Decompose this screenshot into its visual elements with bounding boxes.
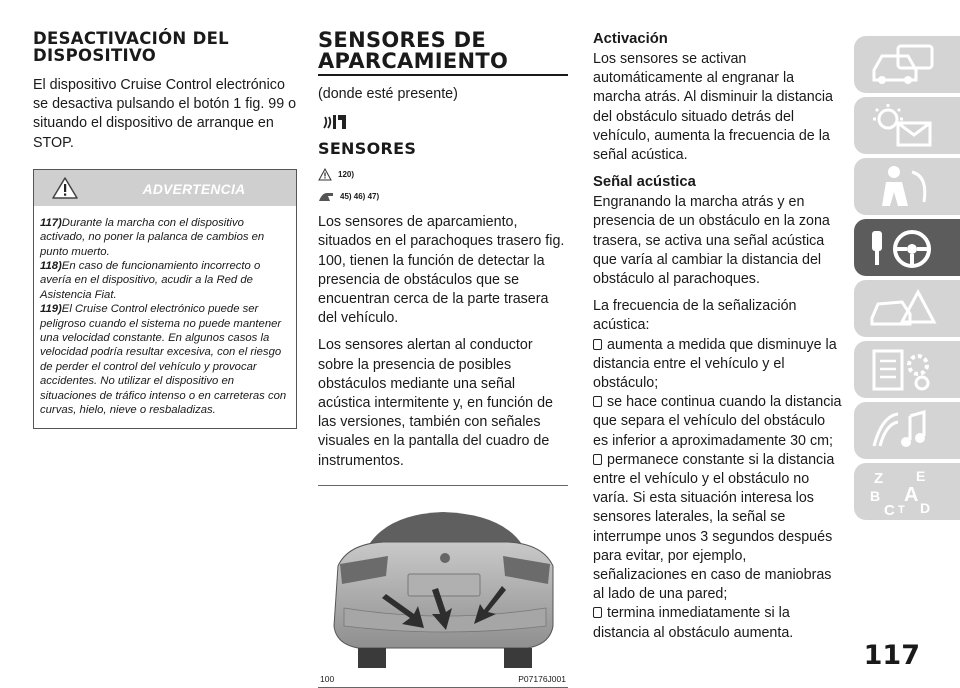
warning-item-number: 117) xyxy=(40,216,62,229)
figure-code: P07176J001 xyxy=(518,673,566,684)
sensors-paragraph-1: Los sensores de aparcamiento, situados en el parachoques trasero fig. 100, tienen la función de detectar la presencia de obstáculos que se encuentran cerca de la parte trasera del vehículo. xyxy=(318,214,565,327)
tab-maintenance[interactable] xyxy=(854,341,960,398)
warning-box xyxy=(33,169,297,429)
checkbox-bullet-icon xyxy=(593,339,602,350)
column-3 xyxy=(593,30,843,643)
caution-hand-icon xyxy=(318,190,334,202)
index-letter: D xyxy=(920,500,931,516)
section-heading-parking-sensors: SENSORES DE APARCAMIENTO xyxy=(318,30,568,76)
figure-caption xyxy=(318,671,568,687)
index-letter: A xyxy=(904,484,919,506)
tab-index[interactable] xyxy=(854,463,960,520)
caution-reference xyxy=(318,185,568,207)
list-item-text: permanece constante si la distancia entre el vehículo y el obstáculo no varía. Si esta situación interesa los sensores laterales, la señal se interrumpe unos 3 segundos después para evitar, por ejemplo, señalizaciones en caso de maniobras al lado de una pared; xyxy=(593,451,835,603)
list-item xyxy=(593,393,843,451)
warning-item xyxy=(40,216,291,259)
column-2 xyxy=(318,30,568,688)
parking-sensor-icon xyxy=(322,112,348,132)
subsection-heading-sensors: SENSORES xyxy=(318,139,417,159)
warning-body xyxy=(34,206,296,428)
list-item-text: aumenta a medida que disminuye la distancia entre el vehículo y el obstáculo; xyxy=(593,336,837,392)
tab-knowing-the-car[interactable] xyxy=(854,36,960,93)
checkbox-bullet-icon xyxy=(593,607,602,618)
list-item xyxy=(593,336,843,394)
frequency-intro: La frecuencia de la señalización acústica: xyxy=(593,298,797,334)
index-letter: B xyxy=(870,488,881,504)
section-heading-deactivation: DESACTIVACIÓN DEL DISPOSITIVO xyxy=(33,29,229,65)
tab-safety[interactable] xyxy=(854,158,960,215)
index-letter: E xyxy=(916,468,926,484)
subheading-acoustic-signal: Señal acústica xyxy=(593,174,696,191)
warning-item-text: El Cruise Control electrónico puede ser peligroso cuando el sistema no puede mantener una velocidad constante. En algunos casos la velocidad podría resultar excesiva, con el riesgo de perder el control del vehículo y provocar accidentes. No utilizar el dispositivo en situaciones de tráfico intenso o en carreteras con curvas, hielo, nieve o resbaladizas. xyxy=(40,303,287,417)
deactivation-paragraph: El dispositivo Cruise Control electrónico se desactiva pulsando el botón 1 fig. 99 o situando el dispositivo de arranque en STOP. xyxy=(33,77,297,151)
index-letter: Z xyxy=(874,470,884,487)
warning-triangle-icon xyxy=(52,176,78,200)
figure-100 xyxy=(318,485,568,688)
warning-reference-numbers: 120) xyxy=(338,169,355,179)
warning-item-text: Durante la marcha con el dispositivo activado, no poner la palanca de cambios en punto muerto. xyxy=(40,216,265,258)
index-icon xyxy=(868,467,938,517)
key-steering-wheel-icon xyxy=(868,223,938,271)
car-rear-illustration xyxy=(328,506,558,671)
warning-triangle-icon xyxy=(318,168,332,181)
tab-warning-lights[interactable] xyxy=(854,97,960,154)
caution-reference-numbers: 45) 46) 47) xyxy=(340,191,380,201)
tab-starting-and-driving[interactable] xyxy=(854,219,960,276)
availability-note: (donde esté presente) xyxy=(318,86,458,102)
index-letter: T xyxy=(898,504,905,516)
checkbox-bullet-icon xyxy=(593,454,602,465)
warning-item-number: 118) xyxy=(40,260,62,273)
page-number: 117 xyxy=(863,640,920,671)
warning-header xyxy=(34,170,296,206)
warning-item xyxy=(40,259,291,302)
acoustic-signal-paragraph: Engranando la marcha atrás y en presencia de un obstáculo en la zona trasera, se activa una señal acústica que varía al cambiar la distancia del obstáculo al parachoques. xyxy=(593,194,830,288)
breakdown-icon xyxy=(868,284,938,332)
activation-paragraph: Los sensores se activan automáticamente al engranar la marcha atrás. Al disminuir la distancia del obstáculo situado detrás del vehículo, aumenta la frecuencia de la señal acústica. xyxy=(593,51,833,164)
car-dashboard-icon xyxy=(868,40,938,88)
list-item xyxy=(593,604,843,642)
warning-reference xyxy=(318,163,568,185)
subheading-activation: Activación xyxy=(593,31,668,47)
chapter-tabs xyxy=(854,36,960,524)
warning-item-number: 119) xyxy=(40,303,62,316)
warning-item-text: En caso de funcionamiento incorrecto o avería en el dispositivo, acudir a la Red de Asistencia Fiat. xyxy=(40,260,261,301)
tab-emergency[interactable] xyxy=(854,280,960,337)
column-1 xyxy=(33,30,297,429)
multimedia-icon xyxy=(868,406,938,454)
warning-lights-icon xyxy=(868,101,938,149)
list-item xyxy=(593,451,843,605)
warning-item xyxy=(40,302,291,417)
warning-title: ADVERTENCIA xyxy=(142,181,246,197)
sensors-paragraph-2: Los sensores alertan al conductor sobre la presencia de posibles obstáculos mediante una señal acústica intermitente y, en función de las versiones, también con señales visuales en la pantalla del cuadro de instrumentos. xyxy=(318,337,553,469)
list-item-text: se hace continua cuando la distancia que separa el vehículo del obstáculo es inferior a aproximadamente 30 cm; xyxy=(593,394,842,449)
index-letter: C xyxy=(884,502,895,519)
list-item-text: termina inmediatamente si la distancia al obstáculo aumenta. xyxy=(593,605,794,641)
maintenance-icon xyxy=(868,345,938,393)
checkbox-bullet-icon xyxy=(593,396,602,407)
figure-number: 100 xyxy=(320,673,335,684)
tab-multimedia[interactable] xyxy=(854,402,960,459)
airbag-safety-icon xyxy=(868,162,938,210)
